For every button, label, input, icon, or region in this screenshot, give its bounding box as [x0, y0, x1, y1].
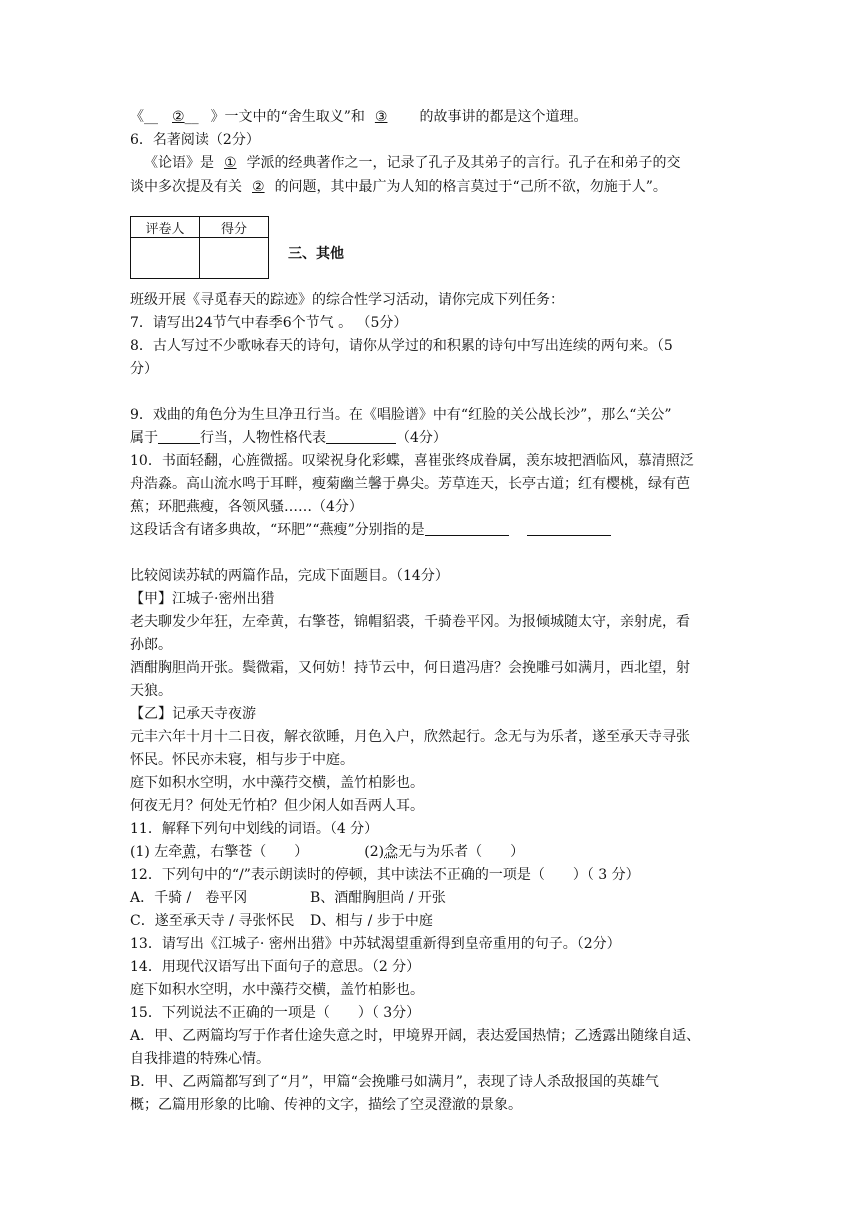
yi-line-3: 庭下如积水空明，水中藻荇交横，盖竹柏影也。 — [130, 775, 424, 791]
option-b: B、酒酣胸胆尚 / 开张 — [310, 890, 446, 906]
question-15-a-line-2: 自我排遣的特殊心情。 — [130, 1051, 270, 1067]
question-11-items: (1) 左牵黄，右擎苍（ ） (2)念无与为乐者（ ） — [130, 844, 525, 860]
question-12: 12．下列句中的“/”表示朗读时的停顿，其中读法不正确的一项是（ ）（ 3 分） — [130, 867, 640, 883]
blank-personality — [326, 429, 396, 444]
option-d: D、相与 / 步于中庭 — [310, 913, 433, 929]
question-6-title: 6．名著阅读（2分） — [130, 132, 260, 148]
score-cell — [200, 238, 269, 279]
section-title: 三、其他 — [288, 246, 344, 262]
blank-2b: ② — [252, 179, 265, 195]
question-15-b-line-1: B．甲、乙两篇都写到了“月”，甲篇“会挽雕弓如满月”，表现了诗人杀敌报国的英雄气 — [130, 1074, 659, 1090]
blank-3: ③ — [374, 109, 388, 125]
question-13: 13．请写出《江城子· 密州出猎》中苏轼渴望重新得到皇帝重用的句子。（2分） — [130, 936, 621, 952]
score-header: 得分 — [200, 217, 269, 238]
underlined-word-huang: 黄 — [182, 844, 197, 860]
question-15: 15．下列说法不正确的一项是（ ）（ 3分） — [130, 1005, 421, 1021]
question-12-options-cd — [130, 911, 433, 931]
jia-line-3: 酒酣胸胆尚开张。鬓微霜，又何妨！持节云中，何日遣冯唐？会挽雕弓如满月，西北望，射 — [130, 660, 690, 676]
yi-line-4: 何夜无月？何处无竹柏？但少闲人如吾两人耳。 — [130, 798, 424, 814]
grader-header: 评卷人 — [131, 217, 200, 238]
question-9-line-1: 9．戏曲的角色分为生旦净丑行当。在《唱脸谱》中有“红脸的关公战长沙”，那么“关公” — [130, 407, 672, 423]
question-10-line-4: 这段话含有诸多典故，“环肥”“燕瘦”分别指的是 — [130, 520, 611, 540]
question-10-line-2: 舟浩淼。高山流水鸣于耳畔，瘦菊幽兰馨于鼻尖。芳草连天，长亭古道；红有樱桃，绿有芭 — [130, 476, 690, 492]
question-7: 7．请写出24节气中春季6个节气 。 （5分） — [130, 315, 408, 331]
blank-2: ② — [172, 109, 185, 125]
blank-yanshou — [527, 521, 611, 536]
comparison-intro: 比较阅读苏轼的两篇作品，完成下面题目。（14分） — [130, 568, 449, 584]
question-9-line-2: 属于 行当，人物性格代表 （4分） — [130, 430, 447, 446]
jia-title: 【甲】江城子·密州出猎 — [130, 591, 275, 607]
blank-huanfei — [425, 521, 509, 536]
score-table — [130, 216, 269, 279]
question-14: 14．用现代汉语写出下面句子的意思。（2 分） — [130, 959, 421, 975]
question-14-sentence: 庭下如积水空明，水中藻荇交横，盖竹柏影也。 — [130, 982, 424, 998]
underlined-word-nian: 念 — [384, 844, 399, 860]
grader-cell — [131, 238, 200, 279]
question-10-line-1: 10．书面轻翻，心旌微摇。叹梁祝身化彩蝶，喜崔张终成眷属，羡东坡把酒临风，慕清照泛 — [130, 453, 694, 469]
question-6-line-1: 《论语》是 ① 学派的经典著作之一，记录了孔子及其弟子的言行。孔子在和弟子的交 — [144, 155, 681, 171]
question-6-line-2: 谈中多次提及有关 ② 的问题，其中最广为人知的格言莫过于“己所不欲，勿施于人”。 — [130, 179, 667, 195]
jia-line-1: 老夫聊发少年狂，左牵黄，右擎苍，锦帽貂裘，千骑卷平冈。为报倾城随太守，亲射虎，看 — [130, 614, 690, 630]
blank-1: ① — [224, 155, 237, 171]
yi-line-2: 怀民。怀民亦未寝，相与步于中庭。 — [130, 752, 354, 768]
question-15-b-line-2: 概；乙篇用形象的比喻、传神的文字，描绘了空灵澄澈的景象。 — [130, 1097, 522, 1113]
question-11: 11．解释下列句中划线的词语。（4 分） — [130, 821, 379, 837]
line-essay-reference: 《__ ②__ 》一文中的“舍生取义”和 ③ 的故事讲的都是这个道理。 — [130, 109, 588, 125]
blank-role — [158, 429, 200, 444]
yi-line-1: 元丰六年十月十二日夜，解衣欲睡，月色入户，欣然起行。念无与为乐者，遂至承天寺寻张 — [130, 729, 690, 745]
question-12-options-ab — [130, 888, 446, 908]
question-8-line-2: 分） — [130, 361, 158, 377]
option-c: C．遂至承天寺 / 寻张怀民 — [130, 913, 295, 929]
jia-line-2: 孙郎。 — [130, 637, 172, 653]
question-8-line-1: 8．古人写过不少歌咏春天的诗句，请你从学过的和积累的诗句中写出连续的两句来。（5 — [130, 338, 673, 354]
activity-intro: 班级开展《寻觅春天的踪迹》的综合性学习活动，请你完成下列任务： — [130, 292, 564, 308]
question-10-line-3: 蕉；环肥燕瘦，各领风骚……（4分） — [130, 499, 363, 515]
question-15-a-line-1: A．甲、乙两篇均写于作者仕途失意之时，甲境界开阔，表达爱国热情；乙透露出随缘自适、 — [130, 1028, 701, 1044]
option-a: A．千骑 / 卷平冈 — [130, 890, 248, 906]
yi-title: 【乙】记承天寺夜游 — [130, 706, 256, 722]
jia-line-4: 天狼。 — [130, 683, 172, 699]
